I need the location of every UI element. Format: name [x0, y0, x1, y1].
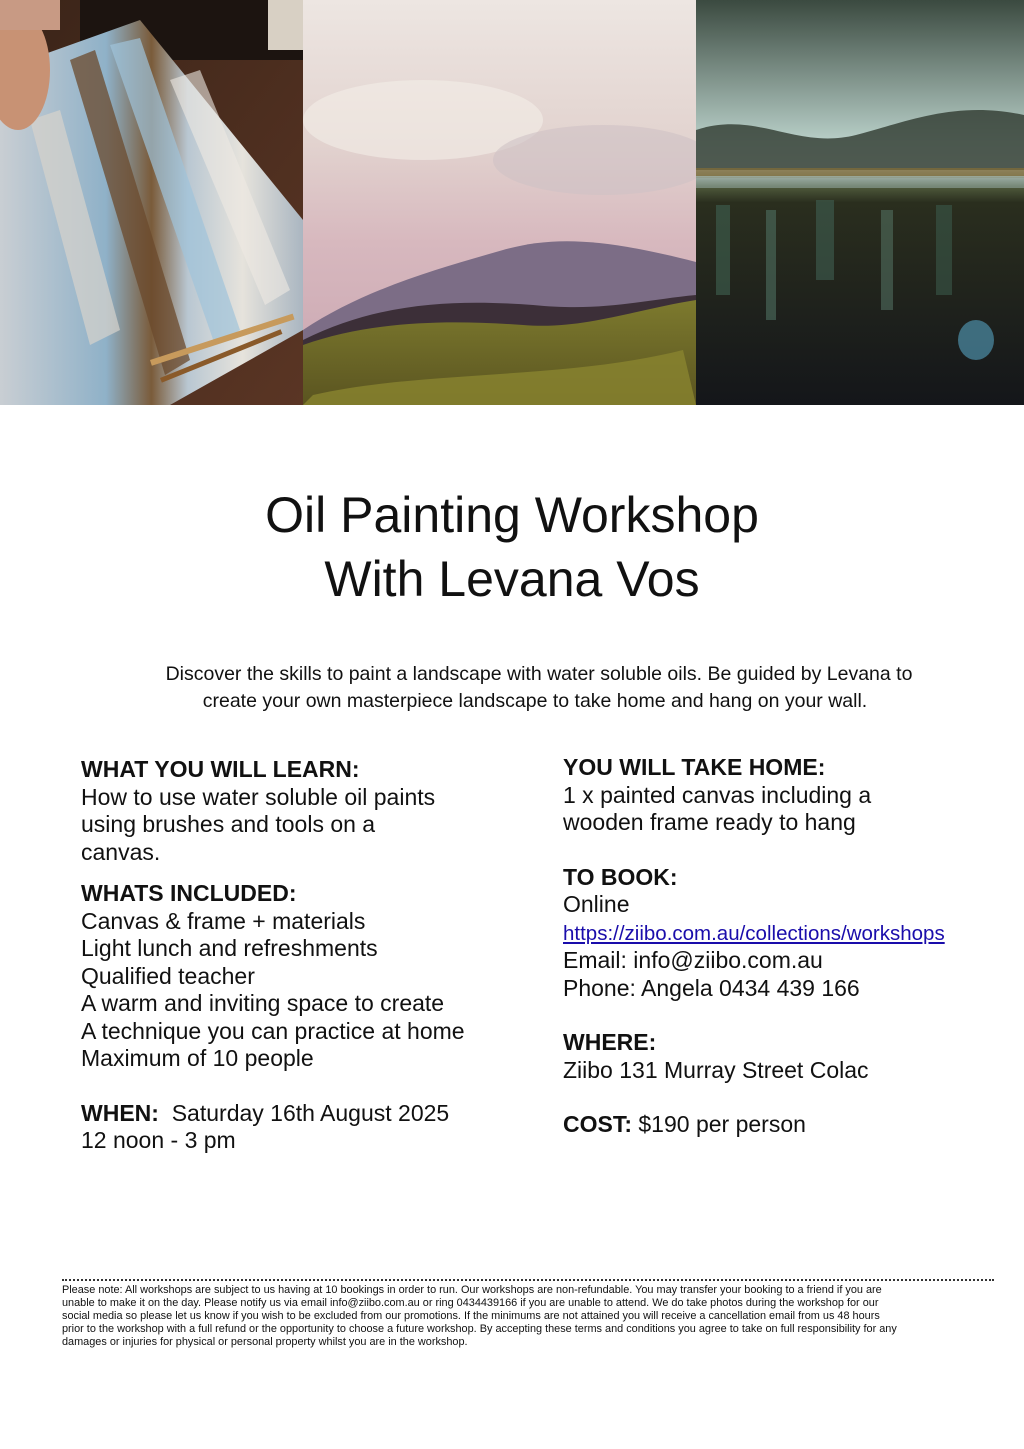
hills-landscape-painting: [303, 0, 696, 405]
learn-line: using brushes and tools on a: [81, 811, 376, 837]
learn-line: How to use water soluble oil paints: [81, 783, 436, 810]
included-item: A warm and inviting space to create: [81, 990, 445, 1016]
cost-value: $190 per person: [638, 1111, 806, 1137]
take-home-line: wooden frame ready to hang: [563, 809, 856, 835]
intro-text-line-1: Discover the skills to paint a landscape with water soluble oils. Be guided by Levana to: [165, 663, 913, 685]
included-item: Qualified teacher: [81, 962, 255, 989]
intro-text-line-2: create your own masterpiece landscape to take home and hang on your wall.: [202, 690, 868, 712]
left-column: [81, 756, 521, 1155]
take-home-heading: YOU WILL TAKE HOME:: [563, 754, 826, 780]
cost-line: [563, 1111, 993, 1139]
included-heading: WHATS INCLUDED:: [81, 880, 297, 906]
workshop-title: Oil Painting Workshop: [265, 487, 759, 543]
fine-print-line: unable to make it on the day. Please notify us via email info@ziibo.com.au or ring 0434439166 if you are unable to attend. We do take photos during the workshop for our: [62, 1297, 879, 1309]
fine-print-divider: [62, 1279, 994, 1281]
fine-print-line: social media so please let us know if you wish to be excluded from our promotions. If the minimums are not attained you will receive a cancellation email from us 48 hours: [62, 1310, 880, 1322]
included-item: Maximum of 10 people: [81, 1045, 314, 1071]
fine-print-line: Please note: All workshops are subject to us having at 10 bookings in order to run. Our workshops are non-refundable. You may transfer your booking to a friend if you are: [62, 1284, 882, 1296]
artist-painting-photo: [0, 0, 303, 405]
booking-phone: Phone: Angela 0434 439 166: [563, 974, 860, 1001]
fine-print-line: damages or injuries for physical or personal property whilst you are in the workshop.: [62, 1336, 468, 1348]
fine-print-line: prior to the workshop with a full refund or the opportunity to choose a future workshop. By accepting these terms and conditions you agree to take on full responsibility for any: [62, 1323, 897, 1335]
when-line: [81, 1100, 521, 1128]
booking-heading: TO BOOK:: [563, 863, 678, 890]
fine-print: [62, 1284, 996, 1348]
booking-link[interactable]: https://ziibo.com.au/collections/workshops: [563, 921, 945, 945]
included-item: A technique you can practice at home: [81, 1017, 465, 1044]
booking-method: Online: [563, 891, 630, 917]
take-home-line: 1 x painted canvas including a: [563, 781, 872, 808]
right-column: [563, 754, 993, 1139]
when-heading: WHEN:: [81, 1099, 159, 1126]
booking-email: Email: info@ziibo.com.au: [563, 947, 823, 973]
learn-line: canvas.: [81, 838, 161, 865]
cost-heading: COST:: [563, 1111, 632, 1137]
lake-landscape-painting: [696, 0, 1024, 405]
included-item: Light lunch and refreshments: [81, 935, 378, 961]
photo-banner: [0, 0, 1024, 405]
when-date: Saturday 16th August 2025: [171, 1099, 450, 1126]
learn-heading: WHAT YOU WILL LEARN:: [81, 756, 360, 782]
where-heading: WHERE:: [563, 1029, 657, 1055]
workshop-subtitle: With Levana Vos: [324, 551, 700, 607]
when-time: 12 noon - 3 pm: [81, 1127, 236, 1153]
where-address: Ziibo 131 Murray Street Colac: [563, 1056, 869, 1083]
included-item: Canvas & frame + materials: [81, 907, 366, 934]
